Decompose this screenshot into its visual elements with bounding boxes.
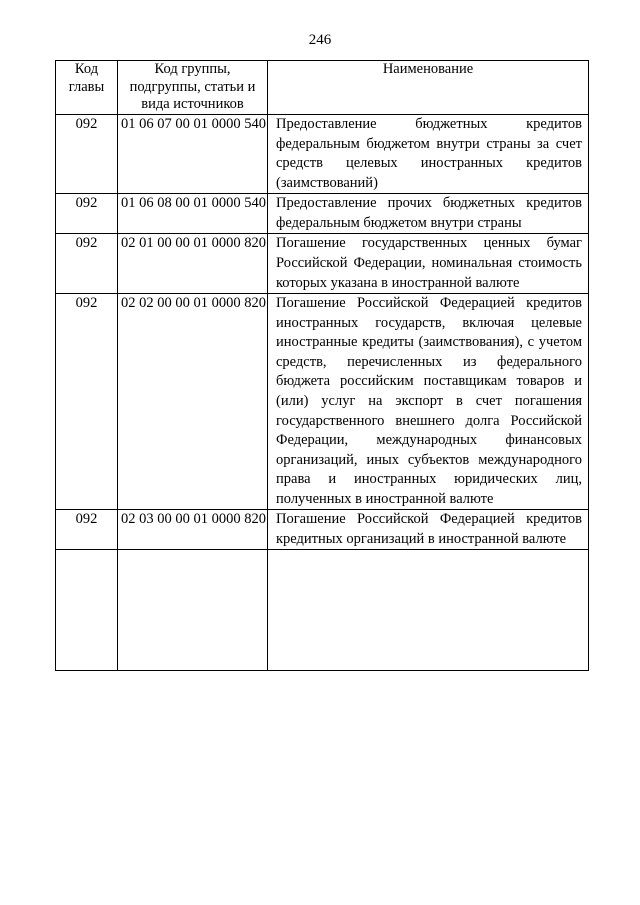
table-row [56,510,589,550]
table-row [56,234,589,294]
column-header-name: Наименование [268,61,589,115]
cell-name: Погашение государственных ценных бумаг Российской Федерации, номинальная стоимость которых указана в иностранной валюте [268,234,589,294]
filler-cell-name [268,550,589,671]
table-body [56,115,589,671]
column-header-group-code-line1: Код группы, [154,61,231,77]
cell-group-code: 01 06 08 00 01 0000 540 [118,194,268,234]
column-header-chapter-code-line1: Код [74,61,99,77]
cell-chapter-code: 092 [56,234,118,294]
column-header-chapter-code-line2: главы [68,78,105,95]
cell-group-code: 02 03 00 00 01 0000 820 [118,510,268,550]
filler-cell-group [118,550,268,671]
cell-chapter-code: 092 [56,194,118,234]
column-header-group-code-line2: подгруппы, статьи и [129,78,256,95]
cell-name: Погашение Российской Федерацией кредитов иностранных государств, включая целевые иностранные кредиты (заимствования), с учетом средств, перечисленных из федерального бюджета российским поставщикам товаров и (или) услуг на экспорт в счет погашения государственного внешнего долга Российской Федерации, международных финансовых организаций, иных субъектов международного права и иностранных юридических лиц, полученных в иностранной валюте [268,294,589,510]
cell-group-code: 02 02 00 00 01 0000 820 [118,294,268,510]
table-row [56,194,589,234]
column-header-group-code-line3: вида источников [141,96,244,113]
column-header-group-code [118,61,268,115]
table-header [56,61,589,115]
page-number: 246 [308,32,332,48]
cell-chapter-code: 092 [56,115,118,194]
cell-chapter-code: 092 [56,294,118,510]
cell-chapter-code: 092 [56,510,118,550]
cell-name: Предоставление бюджетных кредитов федеральным бюджетом внутри страны за счет средств целевых иностранных кредитов (заимствований) [268,115,589,194]
column-header-chapter-code [56,61,118,115]
cell-name: Предоставление прочих бюджетных кредитов федеральным бюджетом внутри страны [268,194,589,234]
cell-group-code: 02 01 00 00 01 0000 820 [118,234,268,294]
cell-name: Погашение Российской Федерацией кредитов кредитных организаций в иностранной валюте [268,510,589,550]
filler-cell-chapter [56,550,118,671]
table-row [56,115,589,194]
budget-sources-table [55,60,589,671]
table-filler-row [56,550,589,671]
cell-group-code: 01 06 07 00 01 0000 540 [118,115,268,194]
table-row [56,294,589,510]
table-header-row [56,61,589,115]
